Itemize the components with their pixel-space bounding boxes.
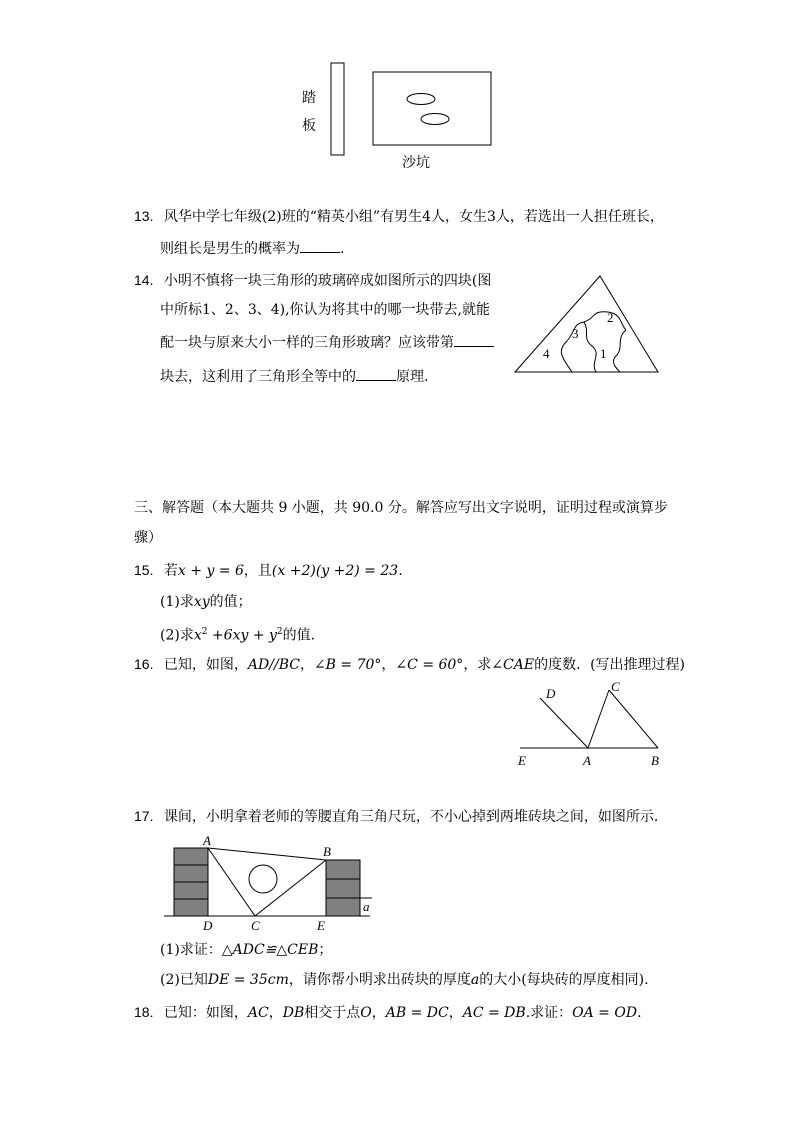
q15-part1-b: 的值；	[209, 594, 252, 610]
q17-part1-expr: △ADC≌△CEB	[221, 942, 319, 958]
q15-part2-x: x	[193, 627, 202, 644]
q17-part2-b: ，请你帮小明求出砖块的厚度	[288, 972, 471, 988]
q16-cond-3: ∠C = 60°	[395, 657, 464, 673]
brick-triangle-diagram	[160, 832, 380, 934]
q16-stem	[134, 654, 685, 675]
sandpit-figure	[296, 58, 496, 176]
piece-label-3: 3	[572, 326, 579, 341]
section3-heading-1: 三、解答题（本大题共 9 小题，共 90.0 分。解答应写出文字说明，证明过程或演算步	[134, 500, 668, 516]
q18-mid: 相交于点	[304, 1005, 361, 1021]
q18-eq-1: AB = DC	[385, 1005, 449, 1021]
q13-number: 13.	[134, 208, 154, 224]
q18-sep-2: ，	[371, 1005, 386, 1021]
q14-line3	[160, 332, 494, 353]
q15-stem-b: ，且	[243, 563, 272, 579]
left-brick-1	[174, 848, 208, 865]
q17-part2-expr: DE = 35cm	[207, 972, 289, 988]
q14-stem-end: 原理.	[396, 369, 429, 385]
section3-heading-cont	[134, 528, 162, 548]
q17-part2	[160, 970, 649, 990]
q14-stem-2: 中所标1、2、3、4),你认为将其中的哪一块带去,就能	[160, 302, 490, 318]
q18-seg-2: DB	[282, 1005, 305, 1021]
left-brick-3	[174, 882, 208, 899]
point-D-label: D	[546, 686, 556, 701]
q15-part1-a: (1)求	[160, 594, 194, 610]
q18-ask: .求证：	[525, 1005, 573, 1021]
segment-CB	[609, 690, 658, 748]
q14-answer-blank-2[interactable]	[356, 366, 396, 381]
board-label-1: 踏	[302, 90, 316, 106]
q18-pre: 已知：如图，	[163, 1005, 248, 1021]
q17-figure	[160, 832, 380, 934]
q18-seg-1: AC	[247, 1005, 269, 1021]
q14-stem-4: 块去，这利用了三角形全等中的	[160, 369, 356, 385]
q15-stem	[134, 560, 403, 581]
q15-part2-sup1: 2	[201, 627, 208, 637]
q13-line2	[160, 238, 344, 259]
q18-eq-2: AC = DB	[462, 1005, 526, 1021]
q17-part1-a: (1)求证：	[160, 942, 222, 958]
q15-equation-2: (x +2)(y +2) = 23	[271, 563, 399, 579]
q15-stem-a: 若	[163, 563, 178, 579]
q15-part1	[160, 592, 252, 612]
q14-answer-blank-1[interactable]	[454, 332, 494, 347]
section3-heading-2: 骤）	[134, 530, 162, 546]
q17-part2-c: 的大小(每块砖的厚度相同).	[479, 972, 649, 988]
q18-sep-1: ，	[268, 1005, 283, 1021]
q13-answer-blank[interactable]	[300, 238, 340, 253]
piece-label-4: 4	[543, 346, 550, 361]
board-label-2: 板	[302, 118, 316, 134]
ray-AD	[540, 698, 588, 748]
q14-line4	[160, 366, 428, 387]
q17-stem	[134, 806, 658, 827]
q17-stem-text: 课间，小明拿着老师的等腰直角三角尺玩，不小心掉到两堆砖块之间，如图所示.	[163, 809, 659, 825]
q16-sep-1: ，	[299, 657, 314, 673]
q16-cond-1: AD//BC	[247, 657, 300, 673]
sandpit-diagram	[296, 58, 496, 176]
pit-label: 沙坑	[402, 155, 430, 171]
broken-triangle-diagram	[512, 272, 662, 376]
q16-number: 16.	[134, 656, 154, 672]
point-E-label: E	[317, 918, 325, 933]
crack-2	[584, 312, 626, 330]
point-A-label: A	[203, 833, 211, 848]
segment-AC	[588, 690, 609, 748]
q17-part2-var: a	[470, 972, 480, 988]
q17-part2-a: (2)已知	[160, 972, 208, 988]
q18-sep-3: ，	[448, 1005, 463, 1021]
q13-line1	[134, 206, 664, 227]
left-brick-2	[174, 865, 208, 882]
q18-end: .	[637, 1005, 642, 1021]
right-brick-3	[326, 898, 360, 916]
q15-part2-b: 的值.	[282, 627, 316, 644]
point-E-label: E	[518, 753, 526, 768]
section3-heading	[134, 498, 668, 518]
q16-ask-angle: ∠CAE	[491, 657, 535, 673]
crack-3	[584, 322, 596, 372]
board-rect	[331, 63, 344, 155]
crack-4	[613, 330, 626, 372]
q17-part1	[160, 940, 332, 960]
q14-triangle-figure	[512, 272, 662, 376]
q16-figure	[512, 678, 672, 770]
q16-sep-2: ，	[381, 657, 396, 673]
q18-number: 18.	[134, 1004, 154, 1020]
footprint-2	[421, 114, 449, 125]
q16-pre: 已知，如图，	[163, 657, 248, 673]
q13-stem-end: .	[340, 241, 345, 257]
triangle-outline	[515, 276, 658, 372]
q14-stem-3: 配一块与原来大小一样的三角形玻璃？应该带第	[160, 335, 454, 351]
q14-line1	[134, 270, 491, 291]
q14-stem-1: 小明不慎将一块三角形的玻璃碎成如图所示的四块(图	[163, 273, 492, 289]
piece-label-1: 1	[600, 346, 607, 361]
q15-stem-c: .	[398, 563, 403, 579]
q16-ask-b: 的度数．(写出推理过程)	[534, 657, 686, 673]
q13-stem: 风华中学七年级(2)班的“精英小组”有男生4人，女生3人，若选出一人担任班长，	[163, 209, 664, 225]
point-B-label: B	[651, 753, 659, 768]
q16-ask-a: ，求	[463, 657, 492, 673]
q15-part2-a: (2)求	[160, 627, 194, 644]
q17-part1-b: ；	[318, 942, 333, 958]
point-C-label: C	[251, 918, 260, 933]
q15-part2	[160, 622, 315, 646]
pit-rect	[373, 72, 491, 145]
point-B-label: B	[323, 844, 331, 859]
right-brick-1	[326, 860, 360, 879]
triangle-ruler	[208, 848, 326, 916]
q17-number: 17.	[134, 808, 154, 824]
q15-number: 15.	[134, 562, 154, 578]
q18-point: O	[360, 1005, 372, 1021]
piece-label-2: 2	[607, 310, 614, 325]
q16-cond-2: ∠B = 70°	[313, 657, 382, 673]
left-brick-4	[174, 899, 208, 916]
point-D-label: D	[203, 918, 213, 933]
point-A-label: A	[583, 753, 591, 768]
q14-line2	[160, 300, 490, 320]
footprint-1	[407, 94, 435, 105]
right-brick-2	[326, 879, 360, 898]
q14-number: 14.	[134, 272, 154, 288]
point-C-label: C	[611, 679, 620, 694]
q15-part2-mid: +6xy + y	[207, 627, 277, 644]
q18-stem	[134, 1002, 642, 1023]
q16-diagram	[512, 678, 672, 770]
ruler-hole	[249, 865, 277, 893]
q15-part2-sup2: 2	[276, 627, 283, 637]
q15-part1-var: xy	[193, 594, 210, 610]
q13-stem-2: 则组长是男生的概率为	[160, 241, 300, 257]
thickness-a-label: a	[363, 899, 370, 914]
q15-equation-1: x + y = 6	[177, 563, 244, 579]
q18-goal: OA = OD	[572, 1005, 638, 1021]
